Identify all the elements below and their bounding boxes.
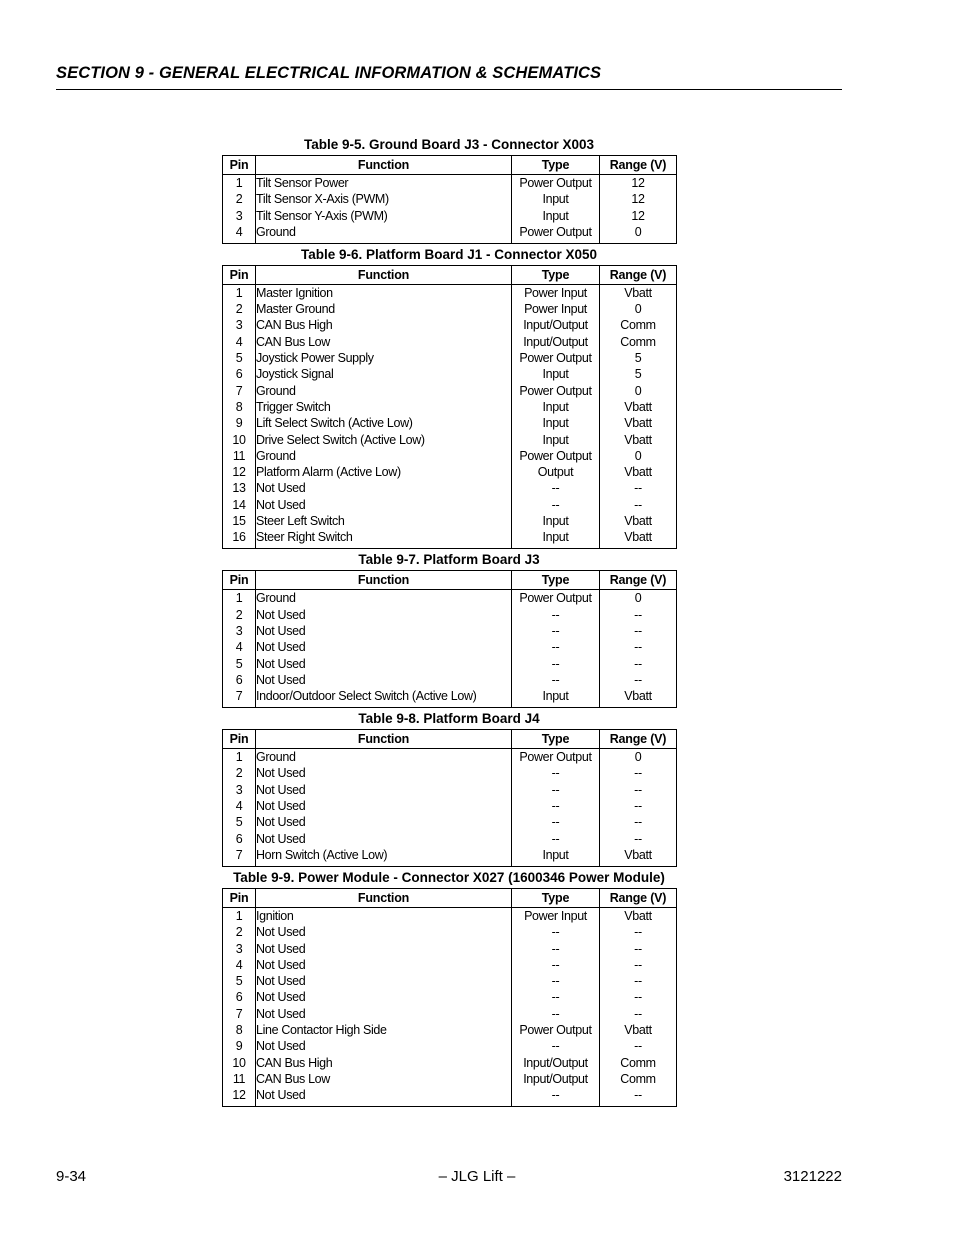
range-cell: -- (600, 941, 677, 957)
table-header-row (223, 156, 677, 175)
column-header-type: Type (512, 571, 600, 590)
table-header-row (223, 265, 677, 284)
pin-cell: 12 (232, 1088, 246, 1103)
table-header-row (223, 888, 677, 907)
range-cell: Vbatt (600, 399, 677, 415)
type-cell: Input/Output (512, 334, 600, 350)
range-cell: Vbatt (600, 513, 677, 529)
function-cell: Trigger Switch (256, 399, 512, 415)
table-caption: Table 9-6. Platform Board J1 - Connector X050 (300, 246, 598, 262)
function-cell: Not Used (256, 941, 512, 957)
function-cell: Ground (256, 383, 512, 399)
table-row (223, 175, 677, 192)
pin-cell: 5 (235, 656, 243, 671)
function-cell: Ground (256, 224, 512, 244)
range-cell: -- (600, 782, 677, 798)
pin-table (222, 729, 677, 867)
function-cell: Not Used (256, 480, 512, 496)
function-cell: Not Used (256, 639, 512, 655)
type-cell: Power Input (512, 301, 600, 317)
table-row (223, 529, 677, 549)
type-cell: Power Input (512, 907, 600, 924)
table-row (223, 765, 677, 781)
pin-cell: 4 (235, 224, 243, 239)
pin-cell: 4 (235, 957, 243, 972)
function-cell: Not Used (256, 672, 512, 688)
range-cell: Vbatt (600, 688, 677, 708)
type-cell: -- (512, 639, 600, 655)
pin-cell: 8 (235, 1022, 243, 1037)
type-cell: Input (512, 688, 600, 708)
pin-cell: 1 (235, 750, 243, 765)
table-header-row (223, 730, 677, 749)
function-cell: Ignition (256, 907, 512, 924)
function-cell: Lift Select Switch (Active Low) (256, 415, 512, 431)
column-header-range: Range (V) (600, 265, 677, 284)
table-row (223, 366, 677, 382)
pin-cell: 7 (235, 1006, 243, 1021)
range-cell: -- (600, 672, 677, 688)
column-header-pin: Pin (223, 265, 256, 284)
pin-cell: 1 (235, 591, 243, 606)
function-cell: Master Ignition (256, 284, 512, 301)
table-row (223, 448, 677, 464)
range-cell: Comm (600, 317, 677, 333)
table-row (223, 798, 677, 814)
range-cell: 0 (600, 590, 677, 607)
type-cell: -- (512, 831, 600, 847)
function-cell: Joystick Signal (256, 366, 512, 382)
column-header-type: Type (512, 156, 600, 175)
pin-cell: 6 (235, 831, 243, 846)
pin-cell: 4 (235, 334, 243, 349)
type-cell: -- (512, 607, 600, 623)
table-row (223, 208, 677, 224)
function-cell: Not Used (256, 1087, 512, 1107)
pin-cell: 10 (232, 1055, 246, 1070)
range-cell: Vbatt (600, 529, 677, 549)
pin-cell: 7 (235, 847, 243, 862)
document-number: 3121222 (783, 1168, 842, 1185)
pin-cell: 13 (232, 481, 246, 496)
pin-cell: 8 (235, 399, 243, 414)
type-cell: -- (512, 973, 600, 989)
pin-cell: 3 (235, 623, 243, 638)
range-cell: -- (600, 924, 677, 940)
type-cell: Input/Output (512, 1055, 600, 1071)
pin-cell: 9 (235, 1039, 243, 1054)
type-cell: -- (512, 480, 600, 496)
column-header-function: Function (256, 571, 512, 590)
function-cell: Not Used (256, 1038, 512, 1054)
pin-cell: 3 (235, 208, 243, 223)
table-row (223, 224, 677, 244)
pin-cell: 1 (235, 285, 243, 300)
table-caption: Table 9-9. Power Module - Connector X027 (1600346 Power Module) (233, 869, 665, 885)
pin-cell: 11 (232, 1071, 246, 1086)
table-row (223, 399, 677, 415)
type-cell: Power Input (512, 284, 600, 301)
range-cell: 0 (600, 224, 677, 244)
function-cell: Not Used (256, 973, 512, 989)
type-cell: -- (512, 656, 600, 672)
table-row (223, 639, 677, 655)
type-cell: -- (512, 957, 600, 973)
type-cell: Power Output (512, 448, 600, 464)
table-row (223, 191, 677, 207)
type-cell: Input (512, 529, 600, 549)
pin-cell: 2 (235, 766, 243, 781)
range-cell: 0 (600, 301, 677, 317)
table-row (223, 1071, 677, 1087)
function-cell: Ground (256, 749, 512, 766)
pin-cell: 3 (235, 318, 243, 333)
column-header-pin: Pin (223, 571, 256, 590)
function-cell: CAN Bus High (256, 1055, 512, 1071)
function-cell: Not Used (256, 957, 512, 973)
function-cell: CAN Bus Low (256, 334, 512, 350)
pin-table (222, 265, 677, 549)
pin-cell: 2 (235, 925, 243, 940)
type-cell: Input (512, 191, 600, 207)
table-row (223, 924, 677, 940)
function-cell: Horn Switch (Active Low) (256, 847, 512, 867)
type-cell: Power Output (512, 383, 600, 399)
range-cell: -- (600, 1006, 677, 1022)
table-caption: Table 9-8. Platform Board J4 (358, 711, 540, 727)
function-cell: Master Ground (256, 301, 512, 317)
range-cell: -- (600, 497, 677, 513)
function-cell: Not Used (256, 656, 512, 672)
table-row (223, 831, 677, 847)
function-cell: Not Used (256, 798, 512, 814)
range-cell: Vbatt (600, 1022, 677, 1038)
column-header-pin: Pin (223, 730, 256, 749)
pin-cell: 5 (235, 815, 243, 830)
range-cell: Vbatt (600, 432, 677, 448)
column-header-range: Range (V) (600, 888, 677, 907)
function-cell: Platform Alarm (Active Low) (256, 464, 512, 480)
type-cell: Power Output (512, 224, 600, 244)
function-cell: Steer Right Switch (256, 529, 512, 549)
table-row (223, 814, 677, 830)
table-row (223, 301, 677, 317)
function-cell: Drive Select Switch (Active Low) (256, 432, 512, 448)
table-row (223, 907, 677, 924)
type-cell: -- (512, 924, 600, 940)
type-cell: -- (512, 782, 600, 798)
type-cell: -- (512, 765, 600, 781)
section-title: SECTION 9 - GENERAL ELECTRICAL INFORMATION & SCHEMATICS (56, 64, 602, 82)
function-cell: Not Used (256, 497, 512, 513)
pin-table (222, 570, 677, 708)
pin-table-block (222, 551, 676, 708)
type-cell: Input (512, 415, 600, 431)
type-cell: Input (512, 513, 600, 529)
type-cell: Power Output (512, 749, 600, 766)
type-cell: -- (512, 672, 600, 688)
type-cell: -- (512, 623, 600, 639)
type-cell: Input (512, 432, 600, 448)
table-row (223, 1022, 677, 1038)
header-divider (56, 89, 842, 90)
column-header-range: Range (V) (600, 730, 677, 749)
type-cell: -- (512, 989, 600, 1005)
range-cell: Vbatt (600, 847, 677, 867)
pin-table-block (222, 246, 676, 549)
table-row (223, 383, 677, 399)
function-cell: CAN Bus High (256, 317, 512, 333)
type-cell: Input (512, 208, 600, 224)
table-row (223, 957, 677, 973)
type-cell: Input/Output (512, 1071, 600, 1087)
table-row (223, 941, 677, 957)
pin-cell: 6 (235, 672, 243, 687)
type-cell: Power Output (512, 350, 600, 366)
function-cell: Tilt Sensor Y-Axis (PWM) (256, 208, 512, 224)
type-cell: Power Output (512, 590, 600, 607)
type-cell: -- (512, 1006, 600, 1022)
table-header-row (223, 571, 677, 590)
table-row (223, 317, 677, 333)
pin-table-block (222, 710, 676, 867)
function-cell: Not Used (256, 1006, 512, 1022)
table-caption: Table 9-7. Platform Board J3 (358, 552, 540, 568)
function-cell: Not Used (256, 989, 512, 1005)
type-cell: -- (512, 814, 600, 830)
pin-cell: 2 (235, 302, 243, 317)
range-cell: Vbatt (600, 415, 677, 431)
range-cell: -- (600, 814, 677, 830)
function-cell: Not Used (256, 607, 512, 623)
pin-cell: 9 (235, 416, 243, 431)
column-header-pin: Pin (223, 156, 256, 175)
pin-cell: 6 (235, 990, 243, 1005)
pin-cell: 7 (235, 689, 243, 704)
column-header-function: Function (256, 888, 512, 907)
column-header-function: Function (256, 265, 512, 284)
range-cell: -- (600, 607, 677, 623)
range-cell: -- (600, 1038, 677, 1054)
pin-table (222, 155, 677, 244)
function-cell: Tilt Sensor Power (256, 175, 512, 192)
function-cell: Line Contactor High Side (256, 1022, 512, 1038)
table-caption: Table 9-5. Ground Board J3 - Connector X003 (303, 137, 595, 152)
function-cell: Tilt Sensor X-Axis (PWM) (256, 191, 512, 207)
pin-cell: 2 (235, 192, 243, 207)
table-row (223, 284, 677, 301)
range-cell: -- (600, 798, 677, 814)
type-cell: -- (512, 1087, 600, 1107)
pin-cell: 2 (235, 607, 243, 622)
range-cell: -- (600, 480, 677, 496)
function-cell: CAN Bus Low (256, 1071, 512, 1087)
table-row (223, 497, 677, 513)
column-header-type: Type (512, 888, 600, 907)
pin-table-block (222, 136, 676, 244)
pin-cell: 5 (235, 351, 243, 366)
pin-cell: 11 (232, 448, 246, 463)
type-cell: -- (512, 1038, 600, 1054)
function-cell: Not Used (256, 831, 512, 847)
table-row (223, 513, 677, 529)
type-cell: Input (512, 847, 600, 867)
range-cell: -- (600, 973, 677, 989)
pin-cell: 4 (235, 640, 243, 655)
type-cell: Output (512, 464, 600, 480)
function-cell: Indoor/Outdoor Select Switch (Active Low) (256, 688, 512, 708)
range-cell: -- (600, 989, 677, 1005)
table-row (223, 688, 677, 708)
table-row (223, 623, 677, 639)
function-cell: Not Used (256, 782, 512, 798)
pin-cell: 6 (235, 367, 243, 382)
range-cell: 12 (600, 191, 677, 207)
type-cell: Power Output (512, 175, 600, 192)
function-cell: Not Used (256, 623, 512, 639)
range-cell: 12 (600, 175, 677, 192)
table-row (223, 590, 677, 607)
table-row (223, 989, 677, 1005)
column-header-type: Type (512, 730, 600, 749)
column-header-pin: Pin (223, 888, 256, 907)
pin-cell: 7 (235, 383, 243, 398)
pin-cell: 1 (235, 908, 243, 923)
table-row (223, 607, 677, 623)
range-cell: Vbatt (600, 464, 677, 480)
type-cell: Input (512, 366, 600, 382)
function-cell: Ground (256, 448, 512, 464)
pin-table-block (222, 869, 676, 1107)
range-cell: Vbatt (600, 907, 677, 924)
type-cell: -- (512, 798, 600, 814)
range-cell: -- (600, 639, 677, 655)
table-row (223, 1055, 677, 1071)
range-cell: -- (600, 831, 677, 847)
function-cell: Steer Left Switch (256, 513, 512, 529)
table-row (223, 672, 677, 688)
pin-cell: 3 (235, 941, 243, 956)
range-cell: 5 (600, 366, 677, 382)
publisher-label: – JLG Lift – (438, 1168, 516, 1185)
column-header-range: Range (V) (600, 156, 677, 175)
table-row (223, 1038, 677, 1054)
table-row (223, 1006, 677, 1022)
table-row (223, 432, 677, 448)
type-cell: Power Output (512, 1022, 600, 1038)
range-cell: Vbatt (600, 284, 677, 301)
table-row (223, 334, 677, 350)
pin-cell: 16 (232, 530, 246, 545)
pin-cell: 4 (235, 799, 243, 814)
range-cell: 0 (600, 749, 677, 766)
page-number: 9-34 (56, 1168, 87, 1185)
function-cell: Joystick Power Supply (256, 350, 512, 366)
pin-table (222, 888, 677, 1107)
range-cell: Comm (600, 1071, 677, 1087)
table-row (223, 350, 677, 366)
type-cell: -- (512, 941, 600, 957)
table-row (223, 656, 677, 672)
pin-cell: 15 (232, 514, 246, 529)
table-row (223, 782, 677, 798)
range-cell: 0 (600, 448, 677, 464)
table-row (223, 847, 677, 867)
table-row (223, 1087, 677, 1107)
function-cell: Ground (256, 590, 512, 607)
pin-cell: 3 (235, 782, 243, 797)
type-cell: Input (512, 399, 600, 415)
range-cell: 5 (600, 350, 677, 366)
pin-cell: 1 (235, 176, 243, 190)
tables-container (222, 136, 676, 1109)
type-cell: Input/Output (512, 317, 600, 333)
range-cell: -- (600, 656, 677, 672)
type-cell: -- (512, 497, 600, 513)
column-header-function: Function (256, 730, 512, 749)
range-cell: -- (600, 623, 677, 639)
column-header-function: Function (256, 156, 512, 175)
function-cell: Not Used (256, 924, 512, 940)
pin-cell: 12 (232, 465, 246, 480)
function-cell: Not Used (256, 814, 512, 830)
range-cell: Comm (600, 1055, 677, 1071)
column-header-range: Range (V) (600, 571, 677, 590)
range-cell: -- (600, 1087, 677, 1107)
table-row (223, 415, 677, 431)
range-cell: Comm (600, 334, 677, 350)
table-row (223, 749, 677, 766)
range-cell: 12 (600, 208, 677, 224)
table-row (223, 480, 677, 496)
range-cell: 0 (600, 383, 677, 399)
range-cell: -- (600, 957, 677, 973)
function-cell: Not Used (256, 765, 512, 781)
pin-cell: 5 (235, 974, 243, 989)
pin-cell: 14 (232, 497, 246, 512)
table-row (223, 464, 677, 480)
range-cell: -- (600, 765, 677, 781)
column-header-type: Type (512, 265, 600, 284)
table-row (223, 973, 677, 989)
pin-cell: 10 (232, 432, 246, 447)
